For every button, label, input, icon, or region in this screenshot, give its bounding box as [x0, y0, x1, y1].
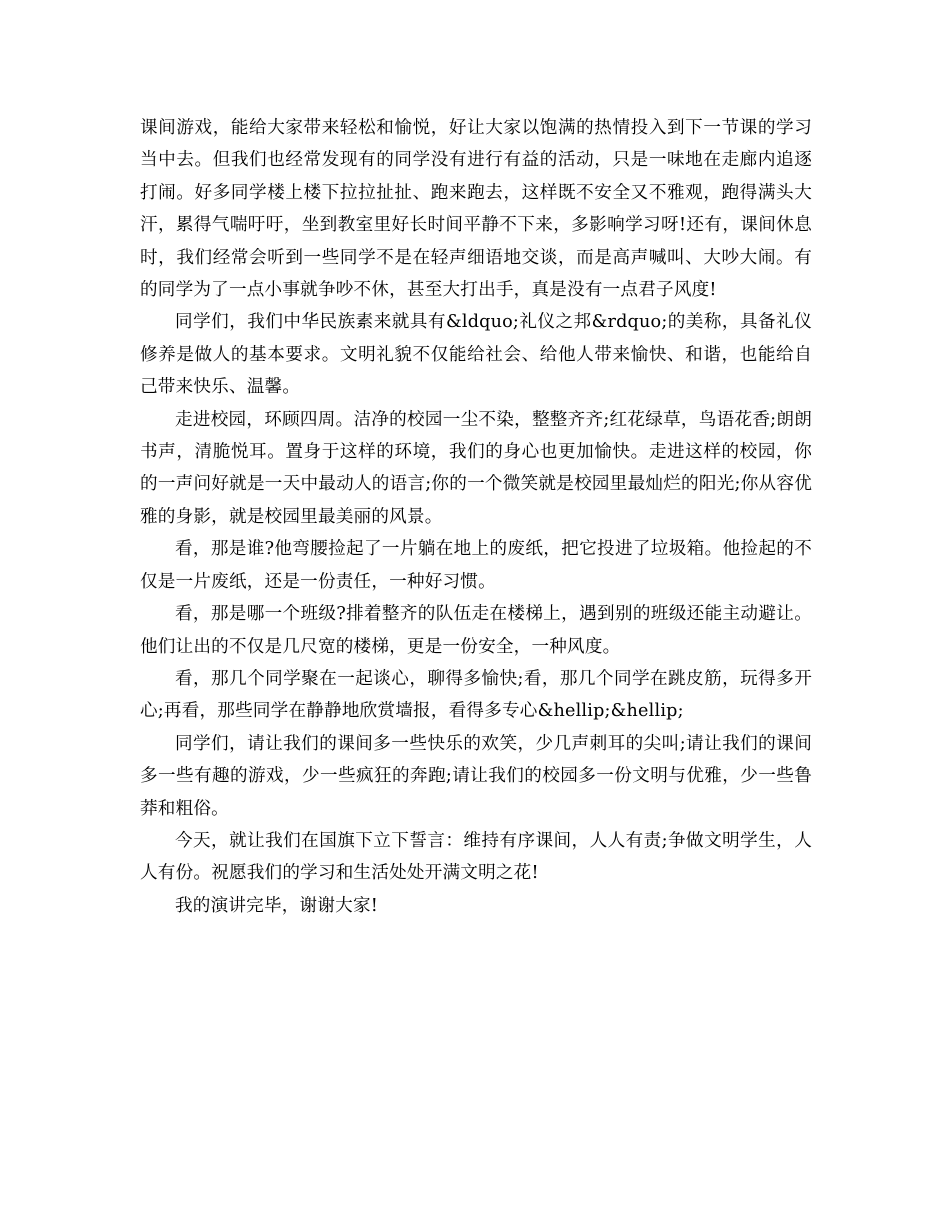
- paragraph-8: 今天，就让我们在国旗下立下誓言：维持有序课间，人人有责;争做文明学生，人人有份。祝愿我们的学习和生活处处开满文明之花!: [140, 830, 812, 884]
- paragraph-4: 看，那是谁?他弯腰捡起了一片躺在地上的废纸，把它投进了垃圾箱。他捡起的不仅是一片废纸，还是一份责任，一种好习惯。: [140, 539, 812, 592]
- paragraph-9: 我的演讲完毕，谢谢大家!: [175, 895, 379, 916]
- paragraph-7: 同学们，请让我们的课间多一些快乐的欢笑，少几声刺耳的尖叫;请让我们的课间多一些有趣的游戏，少一些疯狂的奔跑;请让我们的校园多一份文明与优雅，少一些鲁莽和粗俗。: [140, 733, 812, 819]
- paragraph-3: 走进校园，环顾四周。洁净的校园一尘不染，整整齐齐;红花绿草，鸟语花香;朗朗书声，清脆悦耳。置身于这样的环境，我们的身心也更加愉快。走进这样的校园，你的一声问好就是一天中最动人的语言;你的一个微笑就是校园里最灿烂的阳光;你从容优雅的身影，就是校园里最美丽的风景。: [140, 409, 812, 527]
- paragraph-5: 看，那是哪一个班级?排着整齐的队伍走在楼梯上，遇到别的班级还能主动避让。他们让出的不仅是几尺宽的楼梯，更是一份安全，一种风度。: [140, 604, 812, 657]
- paragraph-1: 课间游戏，能给大家带来轻松和愉悦，好让大家以饱满的热情投入到下一节课的学习当中去。但我们也经常发现有的同学没有进行有益的活动，只是一味地在走廊内追逐打闹。好多同学楼上楼下拉拉扯扯、跑来跑去，这样既不安全又不雅观，跑得满头大汗，累得气喘吁吁，坐到教室里好长时间平静不下来，多影响学习呀!还有，课间休息时，我们经常会听到一些同学不是在轻声细语地交谈，而是高声喊叫、大吵大闹。有的同学为了一点小事就争吵不休，甚至大打出手，真是没有一点君子风度!: [140, 118, 812, 301]
- document-body: [140, 112, 812, 922]
- paragraph-6: 看，那几个同学聚在一起谈心，聊得多愉快;看，那几个同学在跳皮筋，玩得多开心;再看，那些同学在静静地欣赏墙报，看得多专心&hellip;&hellip;: [140, 668, 812, 722]
- paragraph-2: 同学们，我们中华民族素来就具有&ldquo;礼仪之邦&rdquo;的美称，具备礼仪修养是做人的基本要求。文明礼貌不仅能给社会、给他人带来愉快、和谐，也能给自己带来快乐、温馨。: [140, 312, 812, 398]
